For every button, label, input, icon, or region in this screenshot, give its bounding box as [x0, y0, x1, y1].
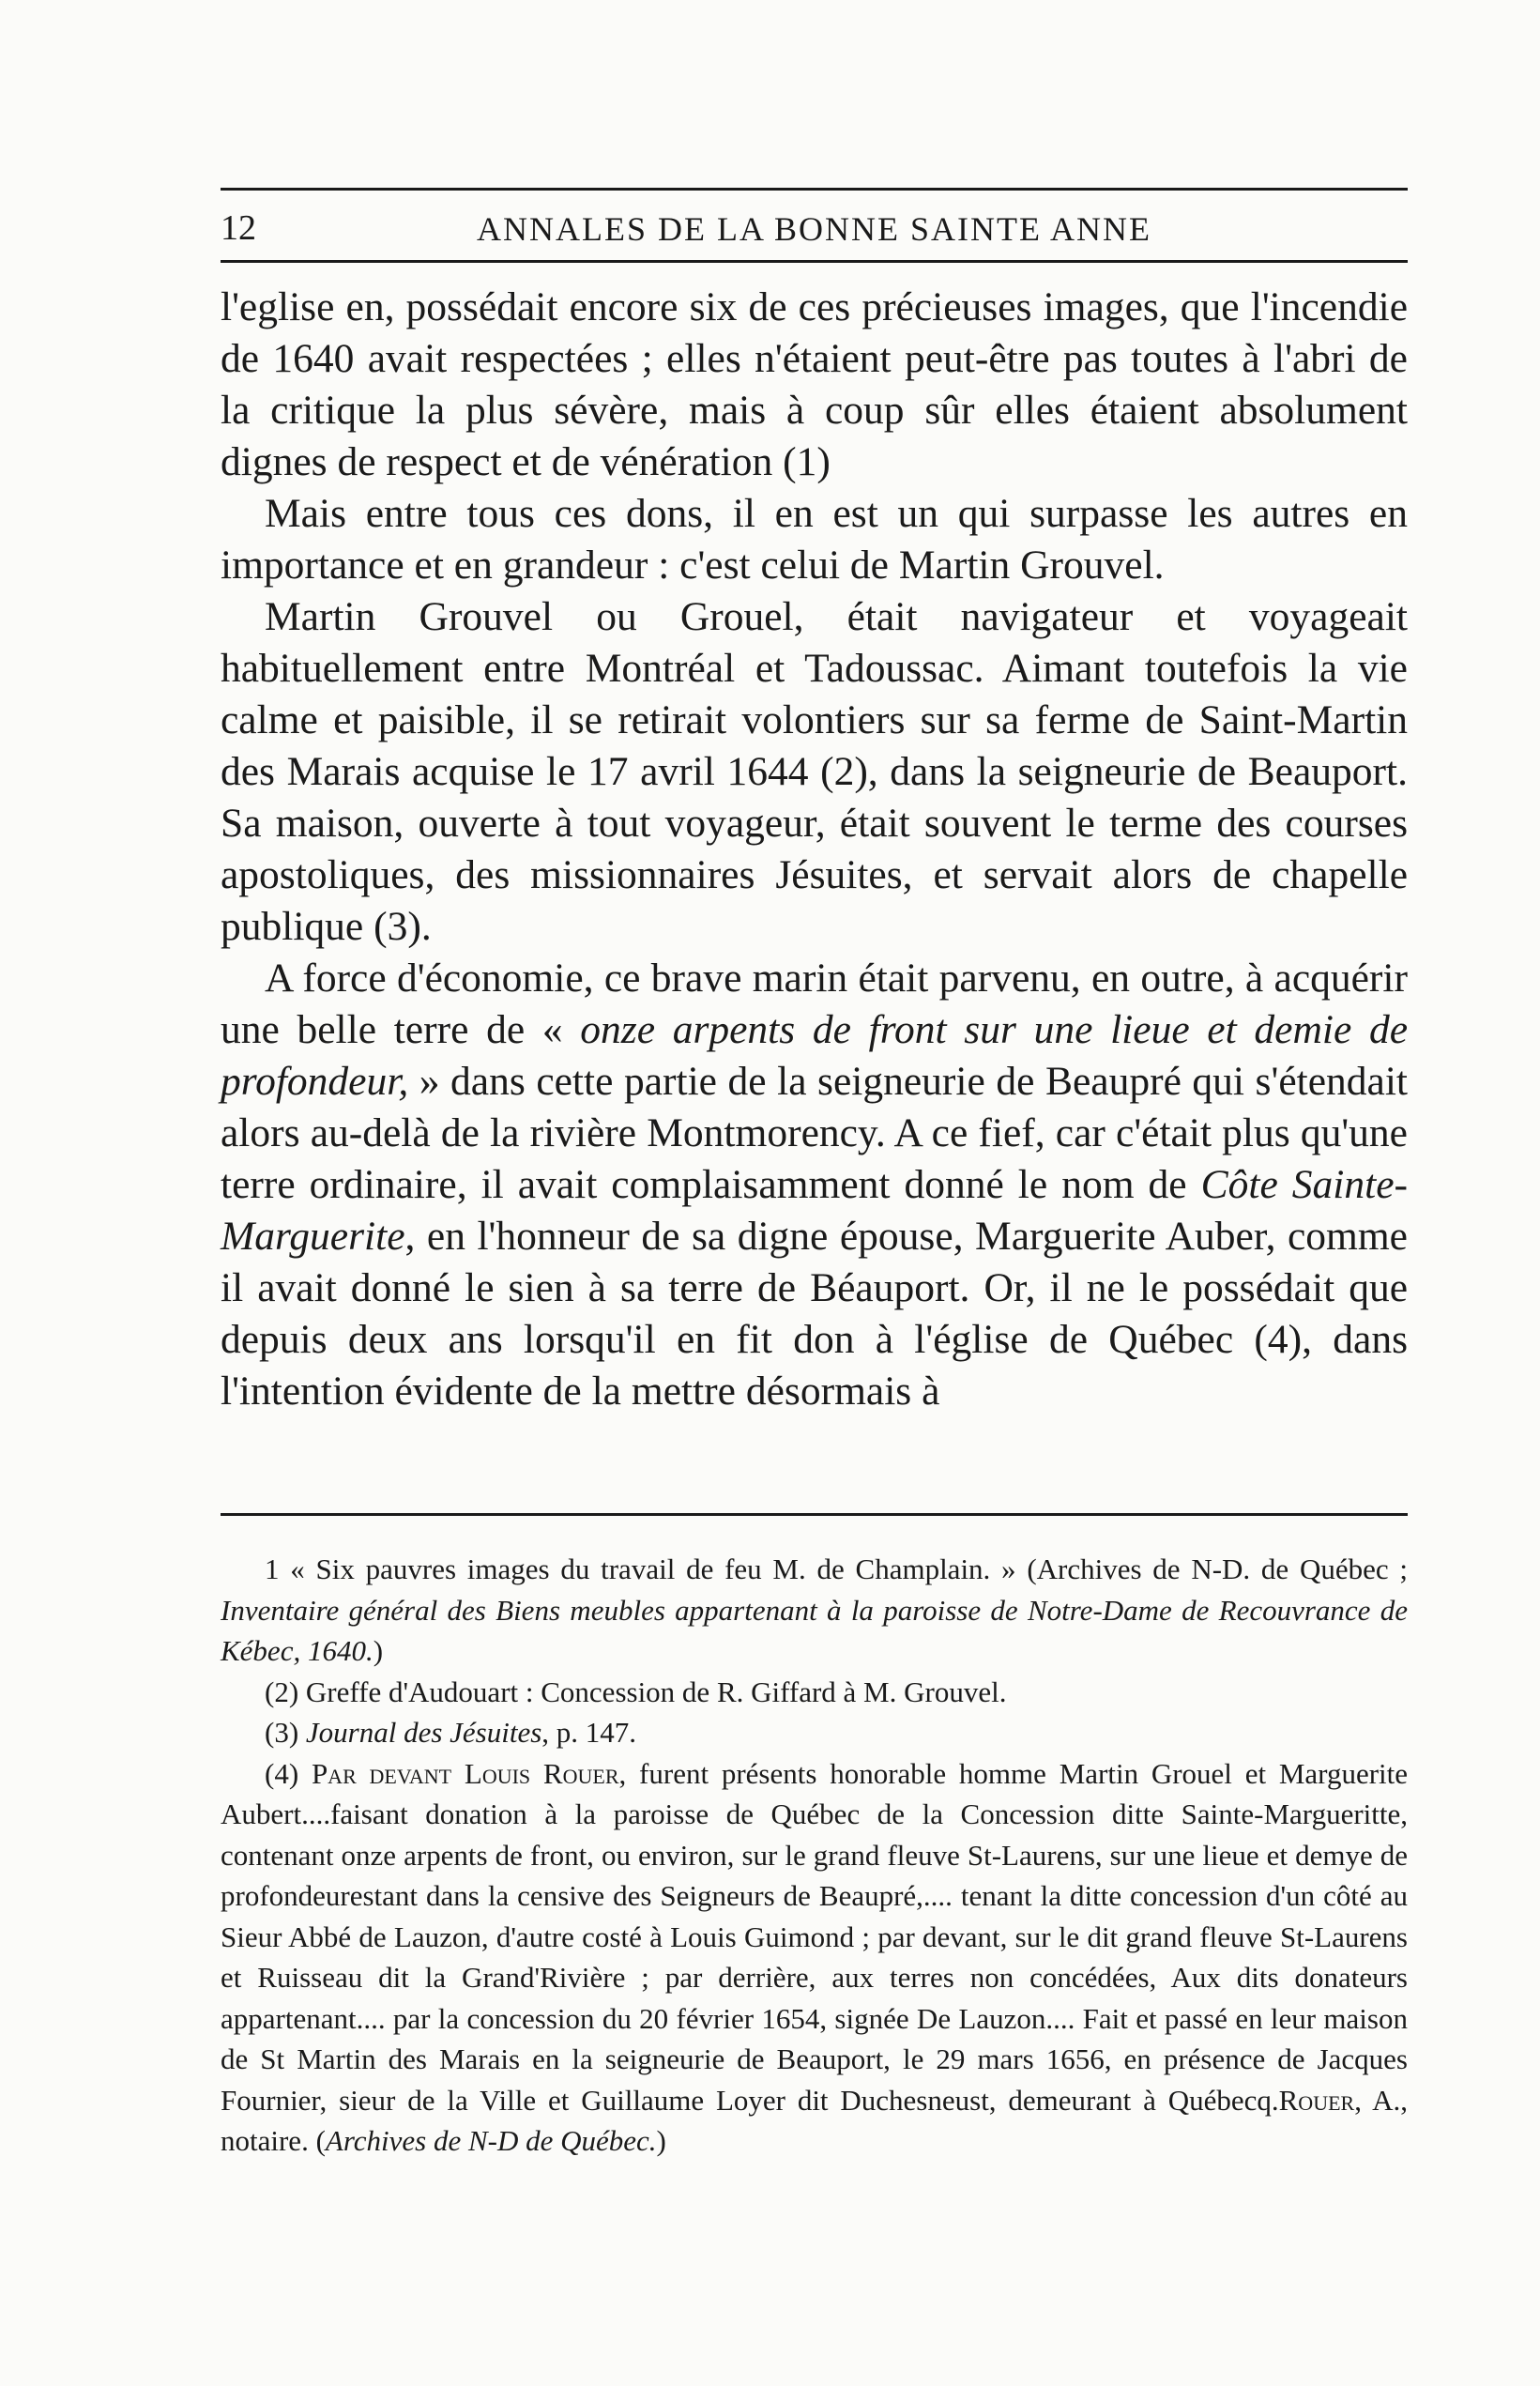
paragraph-3: Martin Grouvel ou Grouel, était navigateur et voyageait habituellement entre Montréal et Tadoussac. Aimant toutefois la vie calme et paisible, il se retirait volontiers sur sa ferme de Saint-Martin des Marais acquise le 17 avril 1644 (2), dans la seigneurie de Beauport. Sa maison, ouverte à tout voyageur, était souvent le terme des courses apostoliques, des missionnaires Jésuites, et servait alors de chapelle publique (3).	[221, 594, 1408, 949]
paragraph-4-part-e: , en l'honneur de sa digne épouse, Marguerite Auber, comme il avait donné le sien à sa terre de Béauport. Or, il ne le possédait que depuis deux ans lorsqu'il en fit don à l'église de Québec (4), dans l'intention évidente de la mettre désormais à	[221, 1214, 1408, 1414]
body-text	[221, 282, 1408, 1417]
footnote-1	[221, 1549, 1408, 1672]
cote-sainte-marguerite: Côte Sainte-Marguerite	[221, 1162, 1409, 1259]
page-header	[221, 188, 1408, 263]
paragraph-4-part-c: » dans cette partie de la seigneurie de Beaupré qui s'étendait alors au-delà de la rivière Montmorency. A ce fief, car c'était plus qu'une terre ordinaire, il avait complaisamment donné le nom de	[221, 1059, 1408, 1207]
running-head: ANNALES DE LA BONNE SAINTE ANNE	[477, 210, 1151, 248]
footnotes	[221, 1549, 1408, 2162]
paragraph-4-part-a: A force d'économie, ce brave marin était parvenu, en outre, à acquérir une belle terre de «	[221, 956, 1408, 1052]
footnote-1-text: 1 « Six pauvres images du travail de feu M. de Champlain. » (Archives de N-D. de Québec ;	[265, 1552, 1408, 1585]
footnote-4-signature: Rouer	[1278, 2083, 1355, 2117]
footnote-4-lead: Par devant Louis Rouer,	[311, 1756, 627, 1790]
footnote-4	[221, 1753, 1408, 2162]
footnote-1-title: Inventaire général des Biens meubles appartenant à la paroisse de Notre-Dame de Recouvrance de Kébec, 1640.	[221, 1593, 1408, 1667]
page-number: 12	[221, 208, 256, 248]
footnote-4-marker: (4)	[265, 1756, 312, 1790]
footnote-rule	[221, 1513, 1408, 1516]
footnote-3	[221, 1712, 1408, 1753]
footnote-3-page: , p. 147.	[541, 1716, 637, 1749]
footnote-4-notaire: , A., notaire. (	[221, 2083, 1408, 2157]
footnote-2: (2) Greffe d'Audouart : Concession de R. Giffard à M. Grouvel.	[265, 1675, 1007, 1708]
footnote-3-marker: (3)	[265, 1716, 306, 1749]
paragraph-4-quote: onze arpents de front sur une lieue et demie de profondeur,	[221, 1007, 1408, 1104]
footnote-4-close: )	[656, 2124, 666, 2157]
footnote-4-source: Archives de N-D de Québec.	[325, 2124, 657, 2157]
footnote-1-close: )	[373, 1634, 384, 1667]
paragraph-1: l'eglise en, possédait encore six de ces précieuses images, que l'incendie de 1640 avait respectées ; elles n'étaient peut-être pas toutes à l'abri de la critique la plus sévère, mais à coup sûr elles étaient absolument dignes de respect et de vénération (1)	[221, 284, 1408, 484]
footnote-3-title: Journal des Jésuites	[305, 1716, 542, 1749]
paragraph-4	[221, 953, 1408, 1417]
paragraph-2: Mais entre tous ces dons, il en est un qui surpasse les autres en importance et en grandeur : c'est celui de Martin Grouvel.	[221, 491, 1408, 588]
footnote-4-text: furent présents honorable homme Martin Grouel et Marguerite Aubert....faisant donation à la paroisse de Québec de la Concession ditte Sainte-Margueritte, contenant onze arpents de front, ou environ, sur le grand fleuve St-Laurens, sur une lieue et demye de profondeurestant dans la censive des Seigneurs de Beaupré,.... tenant la ditte concession d'un côté au Sieur Abbé de Lauzon, d'autre costé à Louis Guimond ; par devant, sur le dit grand fleuve St-Laurens et Ruisseau dit la Grand'Rivière ; par derrière, aux terres non concédées, Aux dits donateurs appartenant.... par la concession du 20 février 1654, signée De Lauzon.... Fait et passé en leur maison de St Martin des Marais en la seigneurie de Beauport, le 29 mars 1656, en présence de Jacques Fournier, sieur de la Ville et Guillaume Loyer dit Duchesneust, demeurant à Québecq.	[221, 1756, 1409, 2117]
